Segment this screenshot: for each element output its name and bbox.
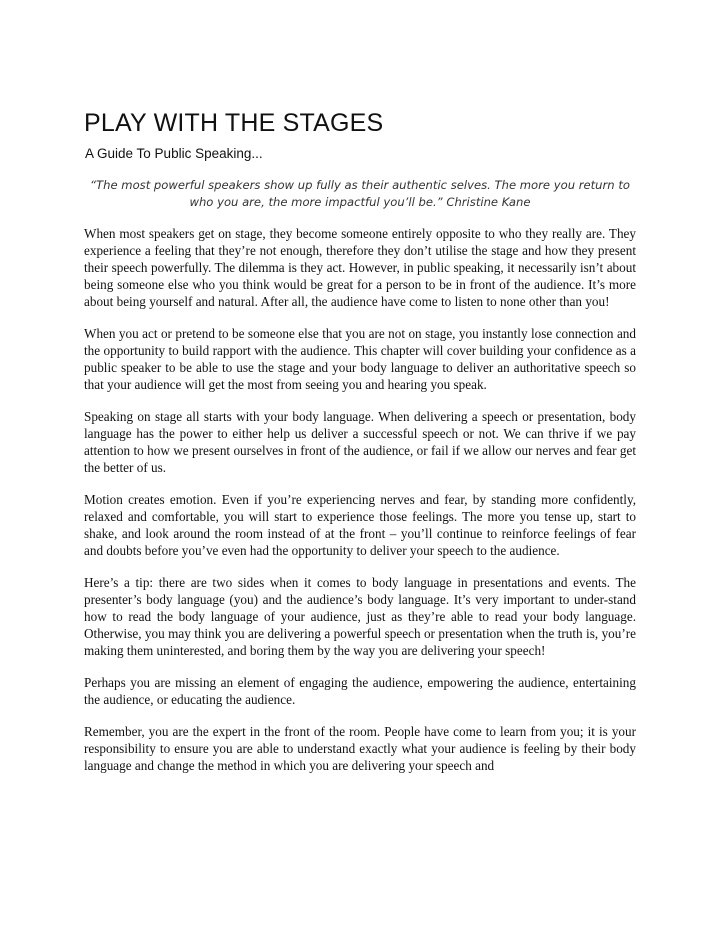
paragraph: When you act or pretend to be someone else that you are not on stage, you instantly lose connection and the opportunity to build rapport with the audience. This chapter will cover building your confidence as a public speaker to be able to use the stage and your body language to deliver an authoritative speech so that your audience will get the most from seeing you and hearing you speak. <box>84 326 636 392</box>
epigraph-quote: “The most powerful speakers show up fully as their authentic selves. The more you return to who you are, the more impactful you’ll be.” Christine Kane <box>90 178 630 209</box>
paragraph: Speaking on stage all starts with your body language. When delivering a speech or presentation, body language has the power to either help us deliver a successful speech or not. We can thrive if we pay attention to how we present ourselves in front of the audience, or fail if we allow our nerves and fear get the better of us. <box>84 409 636 475</box>
page-title: PLAY WITH THE STAGES <box>84 109 384 137</box>
paragraph: Here’s a tip: there are two sides when it comes to body language in presentations and events. The presenter’s body language (you) and the audience’s body language. It’s very important to under-stand how to read the body language of your audience, just as they’re able to read your body language. Otherwise, you may think you are delivering a powerful speech or presentation when the truth is, you’re making them uninterested, and boring them by the way you are delivering your speech! <box>84 575 636 658</box>
page-subtitle: A Guide To Public Speaking... <box>85 146 263 161</box>
paragraph: Motion creates emotion. Even if you’re experiencing nerves and fear, by standing more confidently, relaxed and comfortable, you will start to experience those feelings. The more you tense up, start to shake, and look around the room instead of at the front – you’ll continue to reinforce feelings of fear and doubts before you’ve even had the opportunity to deliver your speech to the audience. <box>84 492 636 558</box>
paragraph: When most speakers get on stage, they become someone entirely opposite to who they really are. They experience a feeling that they’re not enough, therefore they don’t utilise the stage and how they present their speech powerfully. The dilemma is they act. However, in public speaking, it necessarily isn’t about being someone else who you think would be great for a person to be in front of the audience. It’s more about being yourself and natural. After all, the audience have come to listen to none other than you! <box>84 226 636 309</box>
paragraph: Perhaps you are missing an element of engaging the audience, empowering the audience, entertaining the audience, or educating the audience. <box>84 675 636 707</box>
body-text <box>84 225 636 789</box>
paragraph: Remember, you are the expert in the front of the room. People have come to learn from you; it is your responsibility to ensure you are able to understand exactly what your audience is feeling by their body language and change the method in which you are delivering your speech and <box>84 724 636 773</box>
